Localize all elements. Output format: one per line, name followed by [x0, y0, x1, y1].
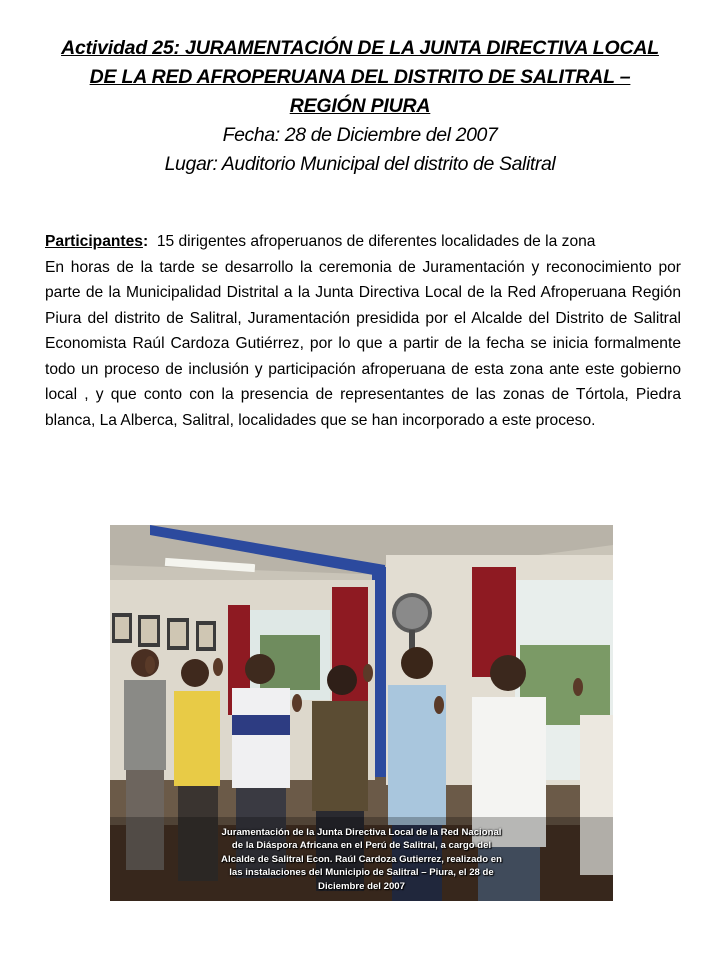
date-line: Fecha: 28 de Diciembre del 2007	[222, 124, 498, 146]
caption-line-3: Alcalde de Salitral Econ. Raúl Cardoza Gutierrez, realizado en	[221, 853, 502, 865]
caption-line-5: Diciembre del 2007	[318, 880, 405, 892]
participants-line	[45, 229, 681, 255]
caption-line-2: de la Diáspora Africana en el Perú de Salitral, a cargo del	[231, 840, 492, 852]
title-line-2: DE LA RED AFROPERUANA DEL DISTRITO DE SALITRAL –	[89, 66, 631, 88]
title-block	[20, 34, 700, 179]
event-paragraph: En horas de la tarde se desarrollo la ceremonia de Juramentación y reconocimiento por parte de la Municipalidad Distrital a la Junta Directiva Local de la Red Afroperuana Región Piura del distrito de Salitral, Juramentación presidida por el Alcalde del Distrito de Salitral Economista Raúl Cardoza Gutiérrez, por lo que a partir de la fecha se inicia formalmente todo un proceso de inclusión y participación afroperuana de esta zona ante este gobierno local , y que conto con la presencia de representantes de las zonas de Tórtola, Piedra blanca, La Alberca, Salitral, localidades que se han incorporado a este proceso.	[45, 258, 681, 429]
caption-line-4: las instalaciones del Municipio de Salitral – Piura, el 28 de	[229, 867, 494, 879]
participants-separator: :	[142, 233, 149, 250]
location-line: Lugar: Auditorio Municipal del distrito de Salitral	[164, 153, 556, 175]
title-line-3: REGIÓN PIURA	[289, 95, 431, 117]
body-text	[45, 229, 681, 433]
participants-label: Participantes	[45, 233, 143, 250]
event-photo	[110, 525, 613, 901]
caption-line-1: Juramentación de la Junta Directiva Local de la Red Nacional	[221, 826, 502, 838]
participants-text: 15 dirigentes afroperuanos de diferentes localidades de la zona	[156, 233, 596, 250]
photo-caption	[110, 826, 613, 893]
title-line-1: Actividad 25: JURAMENTACIÓN DE LA JUNTA DIRECTIVA LOCAL	[61, 37, 659, 59]
